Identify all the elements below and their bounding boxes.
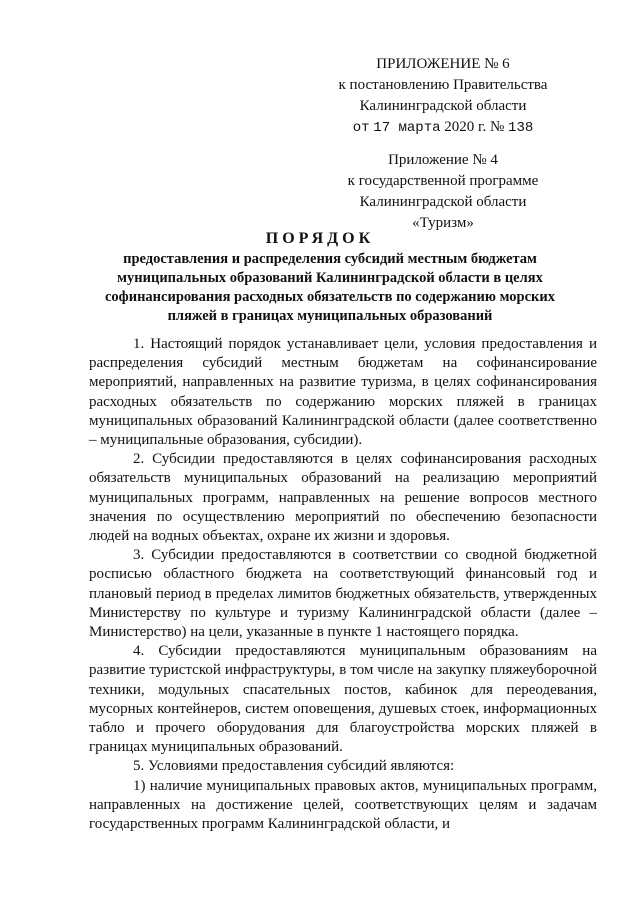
document-subtitle: предоставления и распределения субсидий местным бюджетам муниципальных образований Калининградской области в целях софинансирования расходных обязательств по содержанию морских пляжей в границах муниципальных образований [105,251,555,324]
paragraph-5-item-1: 1) наличие муниципальных правовых актов, муниципальных программ, направленных на достижение целей, соответствующих целям и задачам государственных программ Калининградской области, и [89,777,597,833]
appendix-4-line1: к государственной программе [347,173,539,189]
appendix-6-title: ПРИЛОЖЕНИЕ № 6 [376,56,510,72]
date-prefix: от [352,120,370,136]
date-number: 138 [508,120,534,136]
paragraph-4: 4. Субсидии предоставляются муниципальным образованиям на развитие туристской инфраструктуры, в том числе на закупку пляжеуборочной техники, модульных спасательных постов, кабинок для переодевания, мусорных контейнеров, систем оповещения, душевых стоек, информационных табло и прочего оборудования для благоустройства морских пляжей в границах муниципальных образований. [89,643,597,756]
appendix-4-block [318,150,568,234]
paragraph-3: 3. Субсидии предоставляются в соответствии со сводной бюджетной росписью областного бюджета на соответствующий финансовый год и плановый период в пределах лимитов бюджетных обязательств, утвержденных Министерству по культуре и туризму Калининградской области (далее – Министерство) на цели, указанные в пункте 1 настоящего порядка. [89,547,597,641]
appendix-4-line3: «Туризм» [412,215,474,231]
paragraph-5: 5. Условиями предоставления субсидий являются: [133,758,455,775]
appendix-4-line2: Калининградской области [359,194,527,210]
date-year: 2020 г. № [444,119,505,135]
paragraph-2: 2. Субсидии предоставляются в целях софинансирования расходных обязательств муниципальных образований на реализацию мероприятий муниципальных программ, направленных на решение вопросов местного значения по осуществлению мероприятий по обеспечению безопасности людей на водных объектах, охране их жизни и здоровья. [89,451,597,545]
appendix-6-line1: к постановлению Правительства [338,77,548,93]
document-body [89,335,597,834]
appendix-4-title: Приложение № 4 [388,152,498,168]
date-day-month: 17 марта [373,120,441,136]
appendix-6-block [318,54,568,139]
document-title: ПОРЯДОК [265,230,375,247]
appendix-6-date-line [318,117,568,139]
paragraph-1: 1. Настоящий порядок устанавливает цели, условия предоставления и распределения субсидий местным бюджетам на софинансирование мероприятий, направленных на развитие туризма, в целях софинансирования расходных обязательств по содержанию морских пляжей в границах муниципальных образований Калининградской области (далее соответственно – муниципальные образования, субсидии). [89,336,597,449]
appendix-6-line2: Калининградской области [359,98,527,114]
